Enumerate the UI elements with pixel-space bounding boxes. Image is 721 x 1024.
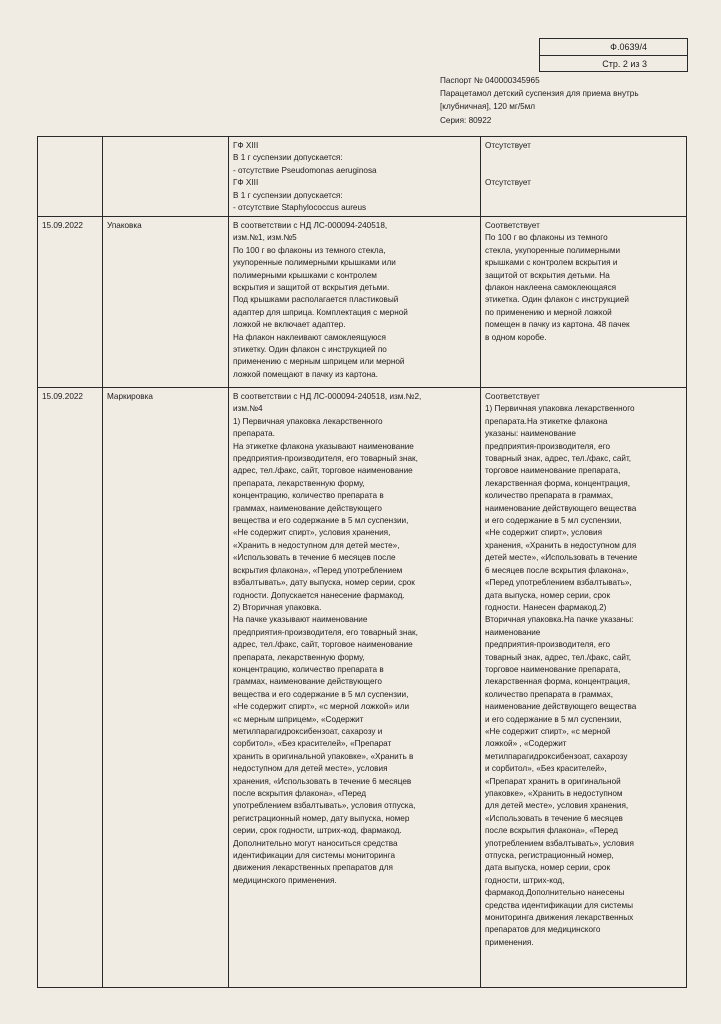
text-line: По 100 г во флаконы из темного стекла, — [233, 245, 386, 255]
text-line: количество препарата в граммах, — [485, 689, 613, 699]
text-line: Соответствует — [485, 392, 540, 401]
date-cell — [38, 137, 103, 217]
text-line: «Не содержит спирт», условия хранения, — [233, 528, 391, 538]
text-line: граммах, наименование действующего — [233, 677, 382, 687]
text-line: вскрытия и защитой от вскрытия детьми. — [233, 283, 390, 293]
text-line: вскрытия флакона», «Перед употреблением — [233, 565, 403, 575]
text-line: торговое наименование препарата, — [485, 664, 621, 674]
text-line: ГФ XIII — [233, 141, 259, 150]
text-line: наименование — [485, 627, 541, 637]
text-line: хранения, «Использовать в течение 6 месяцев — [233, 776, 412, 786]
table-row — [38, 217, 687, 388]
text-line: недоступном для детей месте», условия — [233, 764, 388, 774]
text-line: годности. Допускается нанесение фармакод. — [233, 590, 405, 600]
text-line: препарата, лекарственную форму, — [233, 652, 365, 662]
text-line: мониторинга движения лекарственных — [485, 913, 634, 923]
text-line: укупоренные полимерными крышками или — [233, 258, 396, 268]
text-line: этикетку. Один флакон с инструкцией по — [233, 345, 387, 355]
text-line: в одном коробе. — [485, 332, 547, 342]
text-line: сорбитол», «Без красителей», «Препарат — [233, 739, 392, 749]
text-line: В соответствии с НД ЛС-000094-240518, — [233, 221, 388, 230]
text-line: 1) Первичная упаковка лекарственного — [233, 416, 383, 426]
text-line: количество препарата в граммах, — [485, 491, 613, 501]
text-line: дата выпуска, номер серии, срок — [485, 590, 611, 600]
text-line: концентрацию, количество препарата в — [233, 491, 384, 501]
text-line — [485, 152, 683, 164]
text-line: «Не содержит спирт», «с мерной ложкой» или — [233, 702, 410, 712]
text-line: адрес, тел./факс, сайт, торговое наименование — [233, 466, 413, 476]
text-line: «Использовать в течение 6 месяцев после — [233, 553, 396, 563]
text-line: «с мерным шприцем», «Содержит — [233, 714, 364, 724]
text-line: ложкой» , «Содержит — [485, 739, 567, 749]
text-line: препарата.На этикетке флакона — [485, 416, 608, 426]
text-line: Под крышками располагается пластиковый — [233, 295, 399, 305]
text-line: - отсутствие Pseudomonas aeruginosa — [233, 165, 377, 175]
text-line: торговое наименование препарата, — [485, 466, 621, 476]
text-line: фармакод.Дополнительно нанесены — [485, 888, 625, 898]
text-line: этикетка. Один флакон с инструкцией — [485, 295, 629, 305]
text-line: Отсутствует — [485, 178, 531, 188]
requirement-cell — [229, 217, 481, 388]
text-line: На пачке указывают наименование — [233, 615, 368, 625]
text-line: адаптер для шприца. Комплектация с мерной — [233, 307, 408, 317]
text-line: адрес, тел./факс, сайт, торговое наименование — [233, 640, 413, 650]
text-line: Отсутствует — [485, 141, 531, 150]
table-row — [38, 137, 687, 217]
text-line: полимерными крышками с контролем — [233, 270, 377, 280]
passport-header — [440, 74, 690, 127]
text-line: применения. — [485, 937, 534, 947]
text-line: после вскрытия флакона», «Перед — [233, 789, 367, 798]
text-line: метилпарагидроксибензоат, сахарозу — [485, 751, 628, 761]
text-line: «Перед употреблением взбалтывать», — [485, 578, 632, 588]
text-line: идентификации для системы мониторинга — [233, 851, 396, 861]
text-line: препаратов для медицинского — [485, 925, 601, 935]
text-line: «Не содержит спирт», «с мерной — [485, 726, 611, 736]
text-line: и его содержание в 5 мл суспензии, — [485, 516, 622, 526]
text-line: хранить в оригинальной упаковке», «Хранить в — [233, 751, 414, 761]
text-line: По 100 г во флаконы из темного — [485, 233, 608, 243]
text-line: лекарственная форма, концентрация, — [485, 677, 630, 687]
text-line: Соответствует — [485, 221, 540, 230]
text-line: изм.№4 — [233, 404, 263, 414]
text-line: «Использовать в течение 6 месяцев — [485, 813, 623, 823]
text-line: товарный знак, адрес, тел./факс, сайт, — [485, 454, 632, 464]
text-line: 1) Первичная упаковка лекарственного — [485, 404, 635, 414]
date-cell: 15.09.2022 — [38, 388, 103, 988]
text-line: медицинского применения. — [233, 875, 337, 885]
text-line: «Не содержит спирт», условия — [485, 528, 603, 538]
text-line: лекарственная форма, концентрация, — [485, 478, 630, 488]
text-line: защитой от вскрытия детьми. На — [485, 270, 610, 280]
text-line: предприятия-производителя, его — [485, 441, 611, 451]
text-line: крышками с контролем вскрытия и — [485, 258, 618, 268]
requirement-cell — [229, 388, 481, 988]
text-line: «Препарат хранить в оригинальной — [485, 776, 621, 786]
product-name-line2: [клубничная], 120 мг/5мл — [440, 102, 536, 112]
text-line: препарата. — [233, 429, 275, 439]
text-line: ложкой помещают в пачку из картона. — [233, 369, 378, 379]
text-line: Вторичная упаковка.На пачке указаны: — [485, 615, 634, 625]
form-code-box — [539, 38, 688, 72]
text-line: стекла, укупоренные полимерными — [485, 245, 621, 255]
text-line: вещества и его содержание в 5 мл суспензии, — [233, 689, 409, 699]
text-line: средства идентификации для системы — [485, 900, 633, 910]
product-name-line1: Парацетамол детский суспензия для приема внутрь — [440, 89, 639, 99]
test-name-cell: Маркировка — [103, 388, 229, 988]
text-line: хранения, «Хранить в недоступном для — [485, 540, 637, 550]
text-line: годности, штрих-код, — [485, 875, 565, 885]
text-line: наименование действующего вещества — [485, 702, 637, 712]
text-line: концентрацию, количество препарата в — [233, 664, 384, 674]
text-line: упаковке», «Хранить в недоступном — [485, 789, 623, 798]
text-line: по применению и мерной ложкой — [485, 307, 612, 317]
text-line: и сорбитол», «Без красителей», — [485, 764, 607, 774]
text-line: и его содержание в 5 мл суспензии, — [485, 714, 622, 724]
text-line: В соответствии с НД ЛС-000094-240518, изм.№2, — [233, 392, 422, 401]
text-line: движения лекарственных препаратов для — [233, 863, 393, 873]
text-line: граммах, наименование действующего — [233, 503, 382, 513]
text-line: применению с мерным шприцем или мерной — [233, 357, 405, 367]
text-line — [485, 165, 683, 177]
text-line: В 1 г суспензии допускается: — [233, 153, 343, 163]
result-cell — [481, 217, 687, 388]
text-line: для детей месте», условия хранения, — [485, 801, 629, 811]
text-line: На флакон наклеивают самоклеящуюся — [233, 332, 386, 342]
text-line: предприятия-производителя, его товарный знак, — [233, 454, 418, 464]
text-line: препарата, лекарственную форму, — [233, 478, 365, 488]
date-cell: 15.09.2022 — [38, 217, 103, 388]
text-line: указаны: наименование — [485, 429, 576, 439]
text-line: На этикетке флакона указывают наименование — [233, 441, 414, 451]
form-code: Ф.0639/4 — [610, 42, 647, 52]
text-line: отпуска, регистрационный номер, — [485, 851, 614, 861]
text-line: товарный знак, адрес, тел./факс, сайт, — [485, 652, 632, 662]
text-line: В 1 г суспензии допускается: — [233, 190, 343, 200]
text-line: изм.№1, изм.№5 — [233, 233, 297, 243]
text-line: употреблением взбалтывать», условия отпуска, — [233, 801, 416, 811]
requirement-cell — [229, 137, 481, 217]
text-line: детей месте», «Использовать в течение — [485, 553, 638, 563]
page-number: Стр. 2 из 3 — [540, 55, 687, 71]
text-line: дата выпуска, номер серии, срок — [485, 863, 611, 873]
text-line: взбалтывать», дату выпуска, номер серии, срок — [233, 578, 415, 588]
text-line: ГФ XIII — [233, 178, 259, 188]
text-line: вещества и его содержание в 5 мл суспензии, — [233, 516, 409, 526]
series-number: Серия: 80922 — [440, 115, 492, 125]
text-line: Дополнительно могут наноситься средства — [233, 838, 398, 848]
text-line: предприятия-производителя, его товарный знак, — [233, 627, 418, 637]
quality-control-table — [37, 136, 687, 988]
text-line: наименование действующего вещества — [485, 503, 637, 513]
table-row — [38, 388, 687, 988]
text-line: - отсутствие Staphylococcus aureus — [233, 203, 367, 213]
text-line: регистрационный номер, дату выпуска, номер — [233, 813, 410, 823]
text-line: годности. Нанесен фармакод.2) — [485, 602, 607, 612]
test-name-cell — [103, 137, 229, 217]
text-line: после вскрытия флакона», «Перед — [485, 826, 619, 836]
text-line: помещен в пачку из картона. 48 пачек — [485, 320, 630, 330]
passport-number: Паспорт № 040000345965 — [440, 76, 540, 85]
text-line: 6 месяцев после вскрытия флакона», — [485, 565, 629, 575]
result-cell — [481, 137, 687, 217]
text-line: метилпарагидроксибензоат, сахарозу и — [233, 726, 383, 736]
text-line: 2) Вторичная упаковка. — [233, 602, 322, 612]
text-line: флакон наклеена самоклеющаяся — [485, 283, 617, 293]
text-line: ложкой не включает адаптер. — [233, 320, 346, 330]
test-name-cell: Упаковка — [103, 217, 229, 388]
text-line: предприятия-производителя, его — [485, 640, 611, 650]
text-line: «Хранить в недоступном для детей месте», — [233, 540, 400, 550]
text-line: серии, срок годности, штрих-код, фармакод. — [233, 826, 402, 836]
result-cell — [481, 388, 687, 988]
text-line: употреблением взбалтывать», условия — [485, 838, 634, 848]
